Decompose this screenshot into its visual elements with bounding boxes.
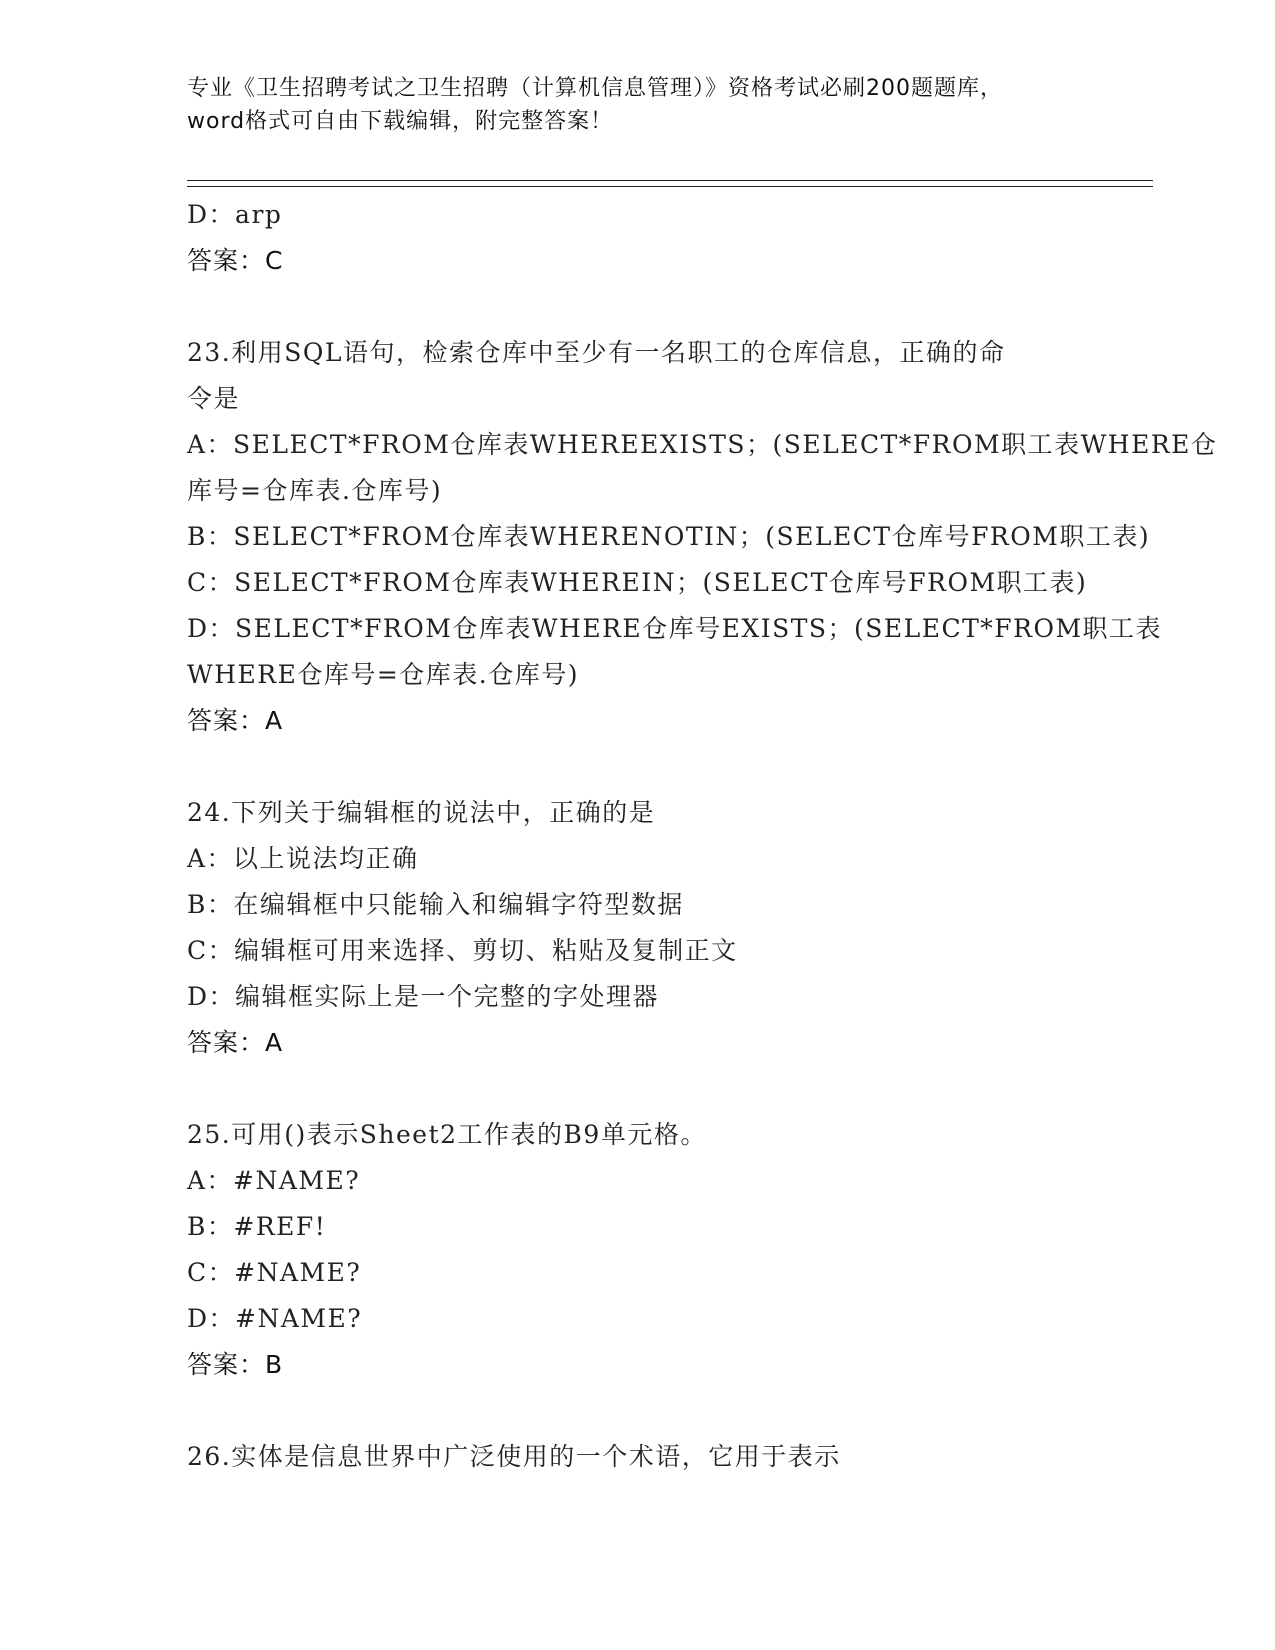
question-24-option-c: C：编辑框可用来选择、剪切、粘贴及复制正文: [187, 936, 738, 965]
question-24-option-b: B：在编辑框中只能输入和编辑字符型数据: [187, 890, 684, 919]
question-25-option-d: D：#NAME?: [187, 1304, 363, 1333]
question-23-stem-line-1: 23.利用SQL语句，检索仓库中至少有一名职工的仓库信息，正确的命: [187, 338, 1006, 367]
question-24-option-a: A：以上说法均正确: [187, 844, 419, 873]
question-25-option-a: A：#NAME?: [187, 1166, 361, 1195]
spacer: [187, 284, 1087, 330]
header-divider-top: [187, 180, 1153, 181]
question-23-option-c: C：SELECT*FROM仓库表WHEREIN；(SELECT仓库号FROM职工表): [187, 568, 1088, 597]
question-24-stem: 24.下列关于编辑框的说法中，正确的是: [187, 798, 656, 827]
header-title-line-2: word格式可自由下载编辑，附完整答案！: [187, 109, 614, 134]
question-23-answer: 答案：A: [187, 706, 284, 735]
question-24-answer: 答案：A: [187, 1028, 284, 1057]
question-24-option-d: D：编辑框实际上是一个完整的字处理器: [187, 982, 660, 1011]
header-title-line-1: 专业《卫生招聘考试之卫生招聘（计算机信息管理）》资格考试必刷200题题库，: [187, 76, 1003, 101]
question-23-option-d-line-1: D：SELECT*FROM仓库表WHERE仓库号EXISTS；(SELECT*FROM职工表: [187, 614, 1163, 643]
question-25-option-b: B：#REF!: [187, 1212, 327, 1241]
spacer: [187, 1388, 1087, 1434]
question-25-option-c: C：#NAME?: [187, 1258, 362, 1287]
prev-question-option-d: D：arp: [187, 200, 283, 229]
question-23-option-d-line-2: WHERE仓库号=仓库表.仓库号): [187, 660, 579, 689]
question-26-stem: 26.实体是信息世界中广泛使用的一个术语，它用于表示: [187, 1442, 841, 1471]
prev-question-answer: 答案：C: [187, 246, 284, 275]
spacer: [187, 1066, 1087, 1112]
question-content: [187, 192, 1218, 1480]
question-23-option-a-line-2: 库号=仓库表.仓库号): [187, 476, 443, 505]
document-header: [187, 72, 1087, 138]
spacer: [187, 744, 1087, 790]
question-25-stem: 25.可用()表示Sheet2工作表的B9单元格。: [187, 1120, 707, 1149]
question-23-option-a-line-1: A：SELECT*FROM仓库表WHEREEXISTS；(SELECT*FROM职工表WHERE仓: [187, 430, 1218, 459]
question-25-answer: 答案：B: [187, 1350, 284, 1379]
header-divider-bottom: [187, 186, 1153, 187]
question-23-stem-line-2: 令是: [187, 384, 241, 413]
question-23-option-b: B：SELECT*FROM仓库表WHERENOTIN；(SELECT仓库号FROM职工表): [187, 522, 1151, 551]
